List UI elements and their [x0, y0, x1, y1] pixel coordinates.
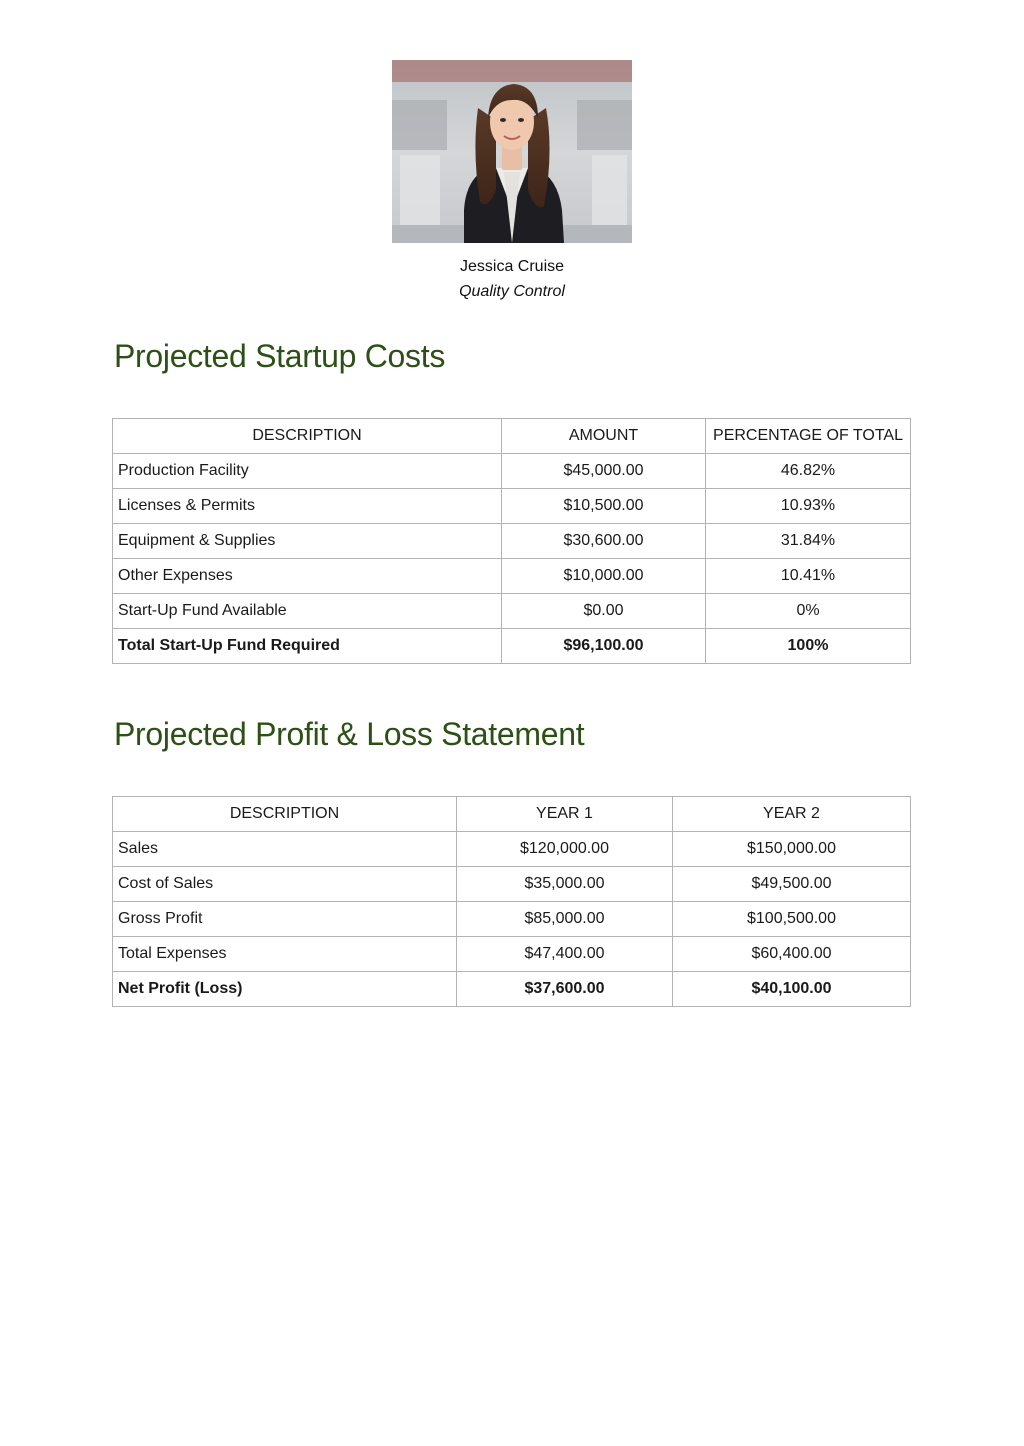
row-year1: $120,000.00: [457, 832, 673, 867]
row-year1: $35,000.00: [457, 867, 673, 902]
column-header: DESCRIPTION: [113, 419, 502, 454]
total-description: Net Profit (Loss): [113, 972, 457, 1007]
table-row: [113, 524, 911, 559]
column-header: PERCENTAGE OF TOTAL: [706, 419, 911, 454]
total-row: [113, 972, 911, 1007]
row-amount: $10,500.00: [502, 489, 706, 524]
profile-photo: [392, 60, 632, 243]
row-percentage: 10.93%: [706, 489, 911, 524]
row-description: Other Expenses: [113, 559, 502, 594]
total-percentage: 100%: [706, 629, 911, 664]
column-header: YEAR 1: [457, 797, 673, 832]
total-year1: $37,600.00: [457, 972, 673, 1007]
row-year2: $60,400.00: [673, 937, 911, 972]
table-row: [113, 594, 911, 629]
row-percentage: 0%: [706, 594, 911, 629]
column-header: DESCRIPTION: [113, 797, 457, 832]
total-row: [113, 629, 911, 664]
row-year1: $85,000.00: [457, 902, 673, 937]
column-header: AMOUNT: [502, 419, 706, 454]
row-year1: $47,400.00: [457, 937, 673, 972]
row-description: Equipment & Supplies: [113, 524, 502, 559]
person-role: Quality Control: [459, 283, 565, 300]
table-header-row: [113, 419, 911, 454]
total-description: Total Start-Up Fund Required: [113, 629, 502, 664]
table-row: [113, 832, 911, 867]
profit-loss-table: [112, 796, 911, 1007]
row-description: Cost of Sales: [113, 867, 457, 902]
table-row: [113, 937, 911, 972]
row-description: Licenses & Permits: [113, 489, 502, 524]
table-row: [113, 489, 911, 524]
row-amount: $0.00: [502, 594, 706, 629]
row-description: Production Facility: [113, 454, 502, 489]
row-amount: $30,600.00: [502, 524, 706, 559]
row-percentage: 46.82%: [706, 454, 911, 489]
column-header: YEAR 2: [673, 797, 911, 832]
row-description: Gross Profit: [113, 902, 457, 937]
table-row: [113, 902, 911, 937]
person-name: Jessica Cruise: [459, 258, 565, 275]
row-description: Sales: [113, 832, 457, 867]
profile-block: [0, 60, 1024, 302]
row-year2: $100,500.00: [673, 902, 911, 937]
startup-costs-table: [112, 418, 911, 664]
startup-costs-title: Projected Startup Costs: [114, 338, 446, 374]
row-percentage: 10.41%: [706, 559, 911, 594]
total-amount: $96,100.00: [502, 629, 706, 664]
table-header-row: [113, 797, 911, 832]
row-description: Start-Up Fund Available: [113, 594, 502, 629]
table-row: [113, 867, 911, 902]
table-row: [113, 559, 911, 594]
row-percentage: 31.84%: [706, 524, 911, 559]
row-amount: $45,000.00: [502, 454, 706, 489]
table-row: [113, 454, 911, 489]
row-year2: $49,500.00: [673, 867, 911, 902]
row-amount: $10,000.00: [502, 559, 706, 594]
row-description: Total Expenses: [113, 937, 457, 972]
total-year2: $40,100.00: [673, 972, 911, 1007]
profit-loss-title: Projected Profit & Loss Statement: [114, 716, 585, 752]
row-year2: $150,000.00: [673, 832, 911, 867]
